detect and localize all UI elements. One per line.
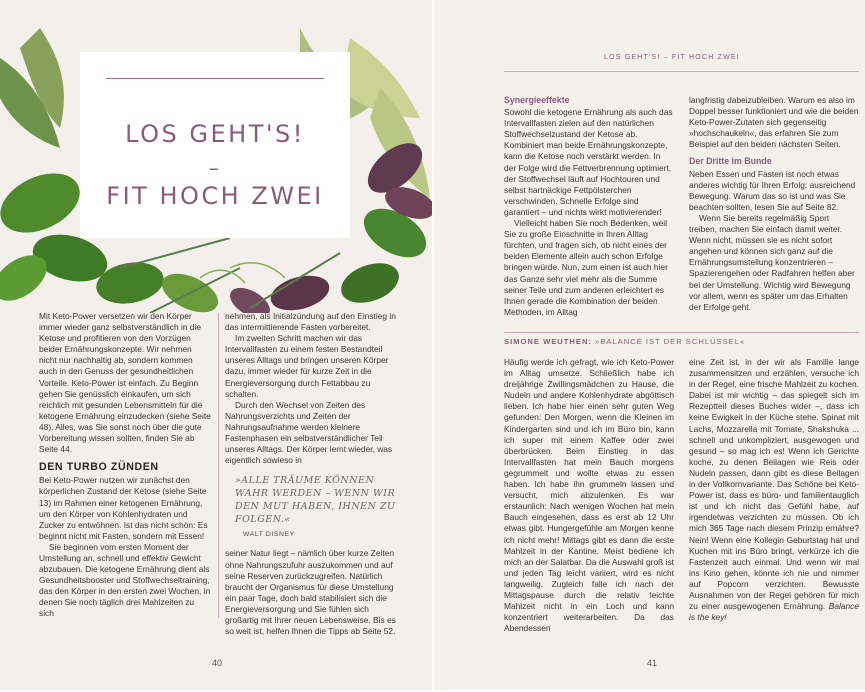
page-number-left: 40 [212, 658, 223, 668]
paragraph: Bei Keto-Power nutzen wir zunächst den körperlichen Zustand der Ketose (siehe Seite 13) im Rahmen einer ketogenen Ernährung, um den Körper von Kohlenhydraten und Zucker zu entwöhnen. Ist das nicht schön: Es beginnt nicht mit Fasten, sondern mit Essen! [39, 475, 208, 541]
intro-paragraph: Mit Keto-Power versetzen wir den Körper immer wieder ganz selbstverständlich in die Ketose und profitieren von den Vorzügen beider Ernährungskonzepte. Wir nehmen nicht nur nachhaltig ab, sondern kommen auch in den Genuss der gesundheitlichen Vorteile. Keto-Power ist einfach. Zu Beginn gehen Sie genüsslich einkaufen, um sich reichlich mit gesunden Lebensmitteln für die ketogene Ernährung einzudecken (siehe Seite 48). Alles, was Sie sonst noch über die gute Vorbereitung wissen sollten, finden Sie ab Seite 44. [39, 311, 211, 455]
column-divider [218, 313, 219, 618]
subheading: Synergieeffekte [504, 95, 570, 105]
left-column-2 [225, 311, 401, 637]
page-number-right: 41 [647, 658, 658, 668]
right-column-1 [504, 95, 674, 318]
title-rule [106, 78, 324, 79]
testimonial-closing: Balance is the key! [689, 601, 860, 623]
paragraph: seiner Natur liegt – nämlich über kurze Zeiten ohne Nahrungszufuhr auszukommen und auf seine Reserven zurückzugreifen. Natürlich braucht der Organismus für diese Umstellung ein paar Tage, doch bald stabilisiert sich die Energieversorgung und Sie fühlen sich großartig mit Ihrer neuen Lebensweise. Bis es so weit ist, helfen Ihnen die Tipps ab Seite 52. [225, 548, 396, 637]
section-author: SIMONE WEUTHEN: [504, 337, 592, 346]
section-heading: DEN TURBO ZÜNDEN [39, 461, 159, 474]
right-column-2 [689, 95, 859, 313]
pea-shoots [200, 263, 285, 283]
paragraph: Vielleicht haben Sie noch Bedenken, weil Sie zu große Einschnitte in Ihren Alltag fürchten, und fragen sich, ob nicht eines der beiden Elemente allein auch schon Erfolge bringen würde. Nun, zum einen ist auch hier das Ganze sehr viel mehr als die Summe seiner Teile und zum anderen erleichtert es Ihnen gerade die Kombination der beiden Methoden, im Alltag [504, 218, 668, 317]
paragraph: Sowohl die ketogene Ernährung als auch das Intervallfasten zielen auf den natürlichen Stoffwechselzustand der Ketose ab. Kombiniert man beide Ernährungskonzepte, kann die Ketose noch verstärkt werden. In der Folge wird die Fettverbrennung optimiert, der Stoffwechsel läuft auf Hochtouren und selbst hartnäckige Fettpölsterchen verschwinden. Schnelle Erfolge sind garantiert – und nichts wirkt motivierender! [504, 107, 673, 217]
running-head: LOS GEHT'S! – FIT HOCH ZWEI [604, 54, 740, 61]
section-rule [504, 332, 859, 333]
paragraph: Sie beginnen vom ersten Moment der Umstellung an, schnell und effektiv Gewicht abzubauen. Die ketogene Ernährung dient als Gesundheitsbooster und Stoffwechseltraining, das den Körper in den ersten zwei Wochen, in denen Sie noch täglich drei Mahlzeiten zu sich [39, 541, 211, 619]
quote-author: WALT DISNEY [243, 531, 295, 539]
section-heading [504, 337, 745, 346]
pull-quote [225, 474, 401, 540]
testimonial-text-body: eine Zeit ist, in der wir als Familie lange zusammensitzen und erzählen, versuche ich in der Regel, eine frische Mahlzeit zu kochen. Dabei ist mir wichtig – das spiegelt sich im Rezeptteil dieses Buches wider –, dass ich keine Ewigkeit in der Küche stehe. Spinat mit Lachs, Mozzarella mit Tomate, Shakshuka ... schnell und unkompliziert, ausgewogen und gesund – so mag ich es! Wenn ich Gerichte koche, zu denen Beilagen wie Reis oder Nudeln passen, dann gibt es diese Beilagen in der Vollkornvariante. Das Schöne bei Keto-Power ist, dass es büro- und familientauglich ist und ich nicht das Gefühl habe, auf irgendetwas verzichten zu müssen. Ob ich mich 365 Tage nach diesem Prinzip ernähre? Nein! Wenn eine Kollegin Geburtstag hat und Kuchen mit ins Büro bringt, verkürze ich die Fastenzeit auch einmal. Und wenn wir mal ins Kino gehen, könnte ich nie und nimmer auf Popcorn verzichten. Bewusste Ausnahmen von der Regel gehören für mich zu einer ausgewogenen Ernährung. [689, 357, 859, 612]
chapter-title-line-1: LOS GEHT'S! [125, 120, 305, 148]
paragraph: Durch den Wechsel von Zeiten des Nahrungsverzichts und Zeiten der Nahrungsaufnahme werden kleinere Fastenphasen ein selbstverständlicher Teil unseres Alltags. Der Körper lernt wieder, was eigentlich sowieso in [225, 399, 393, 466]
paragraph: Im zweiten Schritt machen wir das Intervallfasten zu einem festen Bestandteil unseres Alltags und bringen unseren Körper dazu, immer wieder für kurze Zeit in die Energieversorgung durch Fettabbau zu schalten. [225, 333, 389, 399]
paragraph: Wenn Sie bereits regelmäßig Sport treiben, machen Sie einfach damit weiter. Wenn nicht, müssen sie es nicht sofort angehen und können sich ganz auf die Ernährungsumstellung konzentrieren – Spazierengehen oder Radfahren helfen aber bei der Umstellung. Wichtig wird Bewegung vor allem, wenn es später um das Erhalten der Erfolge geht. [689, 212, 855, 312]
testimonial-text [689, 357, 859, 623]
left-page [0, 0, 432, 690]
section-title: »BALANCE IST DER SCHLÜSSEL« [591, 337, 746, 346]
running-head-rule [504, 71, 859, 72]
paragraph: Neben Essen und Fasten ist noch etwas anderes wichtig für Ihren Erfolg: ausreichend Bewegung. Warum das so ist und was Sie beachten sollten, lesen Sie auf Seite 82. [689, 168, 856, 212]
testimonial-column-2 [689, 357, 859, 623]
paragraph: langfristig dabeizubleiben. Warum es also im Doppel besser funktioniert und wie die beiden Keto-Power-Zutaten sich gegenseitig »hochschaukeln«, das erfahren Sie zum Beispiel auf den beiden nächsten Seiten. [689, 95, 859, 150]
title-box [80, 52, 350, 238]
subheading: Der Dritte im Bunde [689, 156, 772, 167]
paragraph: nehmen, als Initialzündung auf den Einstieg in das intermittierende Fasten vorbereitet. [225, 311, 396, 333]
testimonial-text: Häufig werde ich gefragt, wie ich Keto-Power im Alltag umsetze. Schließlich habe ich dreijährige Zwillingsmädchen zu Hause, die Nudeln und andere Kohlenhydrate abgöttisch lieben. Ich habe hier einen sehr guten Weg gefunden: Den Morgen, wenn die Kleinen im Kindergarten sind und ich im Büro bin, kann ich super mit einem Kaffee oder zwei überbrücken. Beim Einstieg in das Intervallfasten hat mein Bauch morgens gegrummelt und wollte etwas zu essen haben. Ich habe ihn grummeln lassen und versucht, mich abzulenken. Es war erstaunlich: Nach wenigen Wochen hat mein Bauch eingesehen, dass es erst ab 12 Uhr etwas gibt. Hungergefühle am Morgen kenne ich nicht mehr! Mittags gibt es dann die erste Mahlzeit in der Kantine. Meist bediene ich mich an der Salatbar. Da die Auswahl groß ist und jeden Tag leicht variiert, wird es nicht langweilig. Zugleich falle ich nach der Mittagspause durch die relativ leichte Mahlzeit nicht in ein Loch und kann konzentriert weiterarbeiten. Da das Abendessen [504, 357, 674, 634]
quote-text: »ALLE TRÄUME KÖNNEN WAHR WERDEN – WENN WIR DEN MUT HABEN, IHNEN ZU FOLGEN.« [235, 475, 396, 526]
left-column-1 [39, 311, 211, 620]
chapter-title-line-2: FIT HOCH ZWEI [106, 182, 324, 210]
testimonial-column-1 [504, 357, 674, 634]
chapter-title-dash: – [208, 156, 222, 180]
